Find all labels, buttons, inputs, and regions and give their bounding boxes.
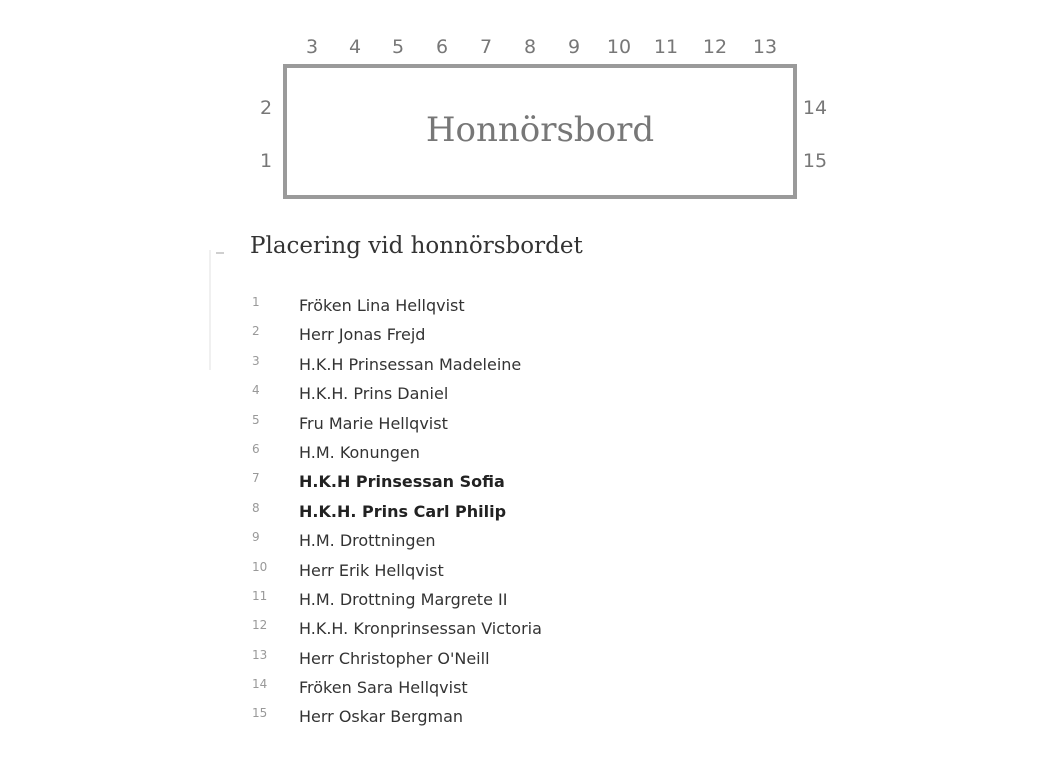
guest-name: H.K.H Prinsessan Sofia: [299, 472, 505, 492]
seat-number: 5: [252, 412, 260, 427]
seat-number-left: 1: [259, 150, 273, 172]
seat-number: 7: [252, 471, 260, 486]
seat-number-top: 8: [523, 36, 537, 58]
honor-table: [283, 64, 797, 199]
seat-number: 10: [252, 559, 268, 574]
guest-name: Herr Oskar Bergman: [299, 707, 464, 727]
guest-name: Fru Marie Hellqvist: [299, 413, 448, 433]
seat-number-top: 11: [653, 36, 679, 58]
guest-name: Fröken Lina Hellqvist: [299, 296, 465, 315]
guest-name: H.K.H. Kronprinsessan Victoria: [299, 619, 542, 639]
seat-number: 8: [252, 500, 260, 515]
guest-name: H.K.H. Prins Carl Philip: [299, 501, 507, 521]
seat-number: 6: [252, 441, 260, 456]
seat-number-top: 7: [479, 36, 493, 58]
seat-number-top: 10: [606, 36, 632, 58]
guest-name: Herr Erik Hellqvist: [299, 560, 444, 580]
seat-number-top: 6: [435, 36, 449, 58]
guest-name: H.M. Drottning Margrete II: [299, 589, 508, 609]
seat-number: 13: [252, 647, 268, 662]
placement-heading: Placering vid honnörsbordet: [250, 233, 583, 259]
guest-name: H.M. Konungen: [299, 442, 420, 462]
seat-number-top: 12: [702, 36, 728, 58]
seat-number-left: 2: [259, 97, 273, 119]
guest-name: H.M. Drottningen: [299, 531, 436, 551]
guest-name: H.K.H Prinsessan Madeleine: [299, 354, 522, 374]
seat-number-top: 13: [752, 36, 778, 58]
seat-number-right: 14: [802, 97, 828, 119]
seat-number: 3: [252, 353, 260, 368]
seat-number-right: 15: [802, 150, 828, 172]
side-divider: [209, 250, 211, 370]
seat-number: 9: [252, 530, 260, 545]
seat-number: 14: [252, 677, 268, 692]
guest-name: Fröken Sara Hellqvist: [299, 678, 468, 698]
table-label: Honnörsbord: [425, 110, 655, 150]
guest-name: Herr Jonas Frejd: [299, 325, 426, 345]
seat-number-top: 4: [348, 36, 362, 58]
guest-name: Herr Christopher O'Neill: [299, 648, 490, 668]
seat-number: 4: [252, 383, 260, 398]
seat-number: 11: [252, 588, 268, 603]
side-tick: [216, 252, 224, 254]
guest-name: H.K.H. Prins Daniel: [299, 384, 449, 404]
seat-number-top: 5: [391, 36, 405, 58]
seat-number: 2: [252, 324, 260, 339]
seat-number: 12: [252, 618, 268, 633]
seat-number-top: 3: [305, 36, 319, 58]
seat-number: 1: [252, 295, 260, 309]
seat-number: 15: [252, 706, 268, 721]
seat-number-top: 9: [567, 36, 581, 58]
